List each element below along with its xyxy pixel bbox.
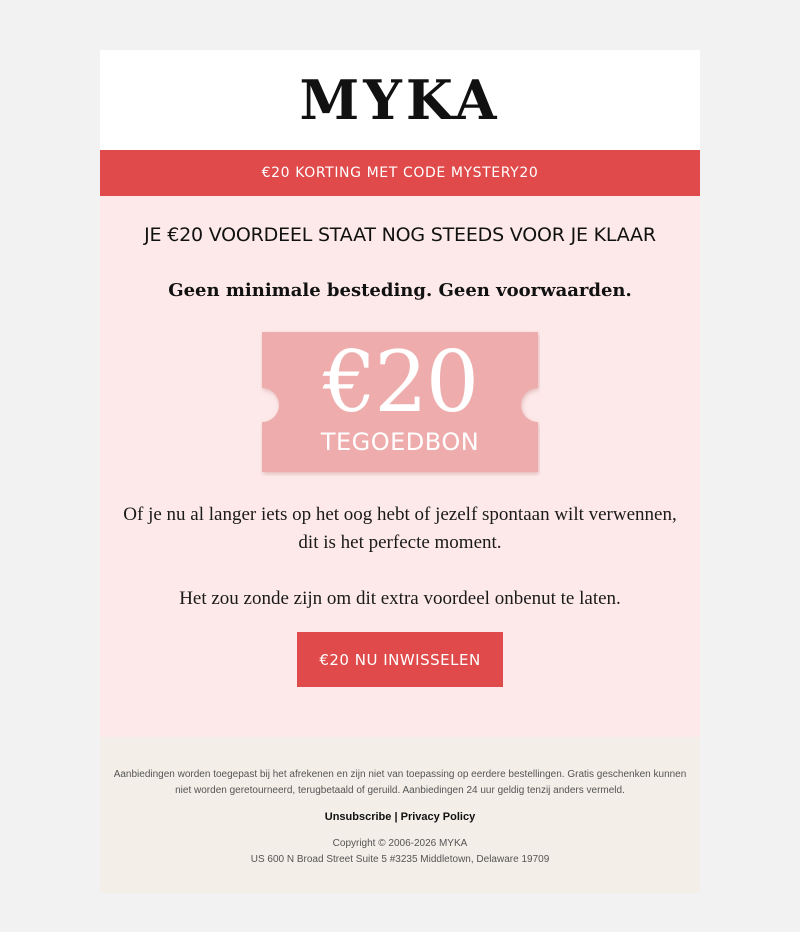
email-container xyxy=(100,50,700,893)
promo-code-text: €20 KORTING MET CODE MYSTERY20 xyxy=(261,165,539,181)
privacy-policy-link[interactable]: Privacy Policy xyxy=(400,811,476,823)
voucher-image[interactable] xyxy=(260,330,540,476)
body-paragraph-2: Het zou zonde zijn om dit extra voordeel onbenut te laten. xyxy=(179,588,621,609)
subheadline: Geen minimale besteding. Geen voorwaarden. xyxy=(168,280,632,301)
myka-logo[interactable]: MYKA xyxy=(299,68,501,132)
voucher-amount: €20 xyxy=(322,333,478,431)
copyright-block xyxy=(100,836,700,868)
unsubscribe-link[interactable]: Unsubscribe xyxy=(324,811,392,823)
company-address: US 600 N Broad Street Suite 5 #3235 Middletown, Delaware 19709 xyxy=(250,854,550,865)
main-content xyxy=(100,196,700,737)
copyright-text: Copyright © 2006-2026 MYKA xyxy=(332,838,468,849)
email-footer xyxy=(100,737,700,893)
redeem-button[interactable]: €20 NU INWISSELEN xyxy=(297,632,503,687)
promo-bar xyxy=(100,150,700,196)
footer-links xyxy=(100,811,700,823)
body-paragraph-1: Of je nu al langer iets op het oog hebt of jezelf spontaan wilt verwennen, dit is het perfecte moment. xyxy=(123,504,677,553)
voucher-label: TEGOEDBON xyxy=(320,428,480,456)
email-header xyxy=(100,50,700,150)
disclaimer-text: Aanbiedingen worden toegepast bij het afrekenen en zijn niet van toepassing op eerdere bestellingen. Gratis geschenken kunnen niet worden geretourneerd, terugbetaald of geruild. Aanbiedingen 24 uur geldig tenzij anders vermeld. xyxy=(113,769,687,796)
headline: JE €20 VOORDEEL STAAT NOG STEEDS VOOR JE KLAAR xyxy=(144,224,656,246)
link-separator: | xyxy=(391,811,401,823)
